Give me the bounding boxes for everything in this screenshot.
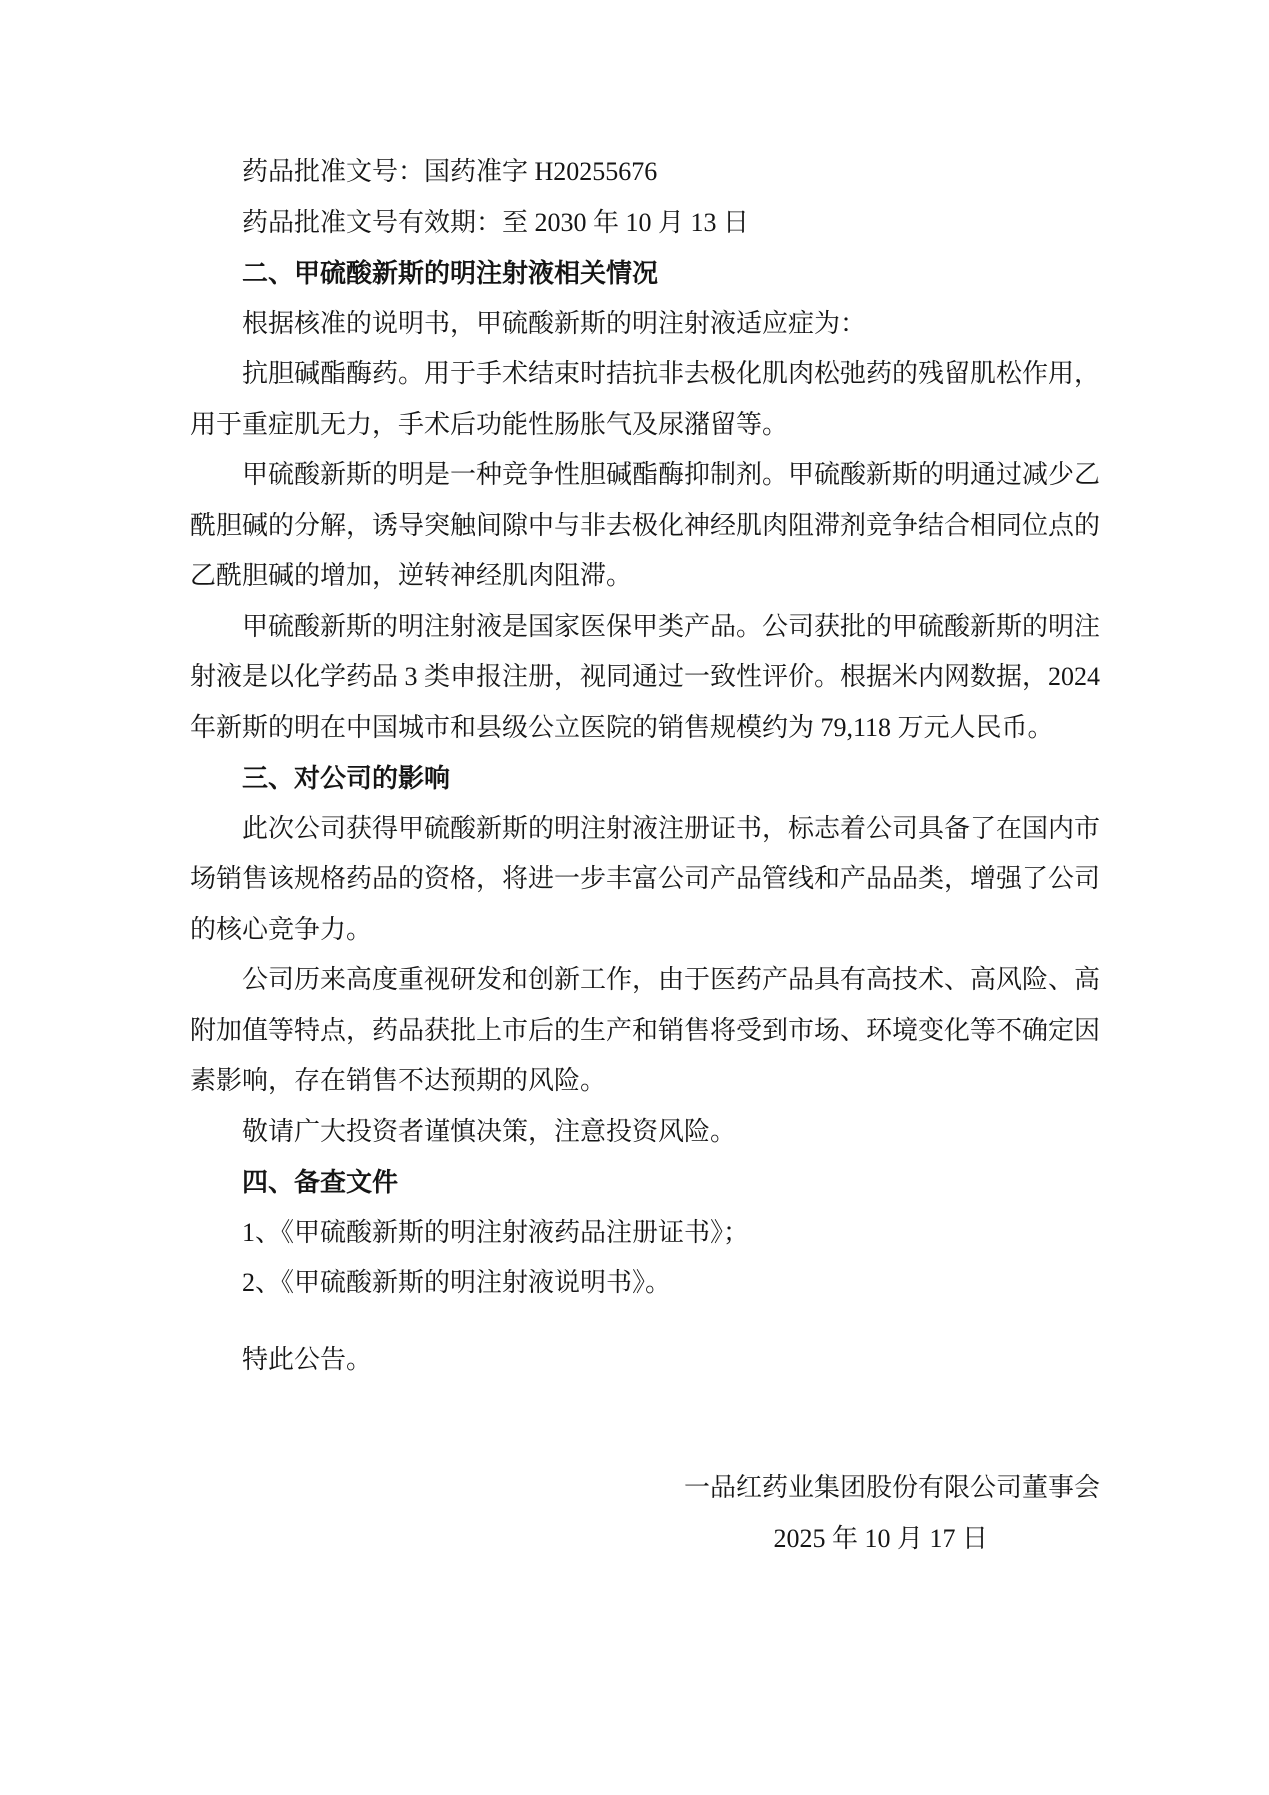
text-line: 2、《甲硫酸新斯的明注射液说明书》。 xyxy=(242,1268,672,1297)
text-line: 附加值等特点，药品获批上市后的生产和销售将受到市场、环境变化等不确定因 xyxy=(190,1015,1101,1045)
signature-date: 2025 年 10 月 17 日 xyxy=(773,1523,988,1553)
section-heading: 四、备查文件 xyxy=(242,1167,399,1197)
section-heading: 三、对公司的影响 xyxy=(242,763,451,793)
text-line: 用于重症肌无力，手术后功能性肠胀气及尿潴留等。 xyxy=(190,409,789,439)
text-line: 敬请广大投资者谨慎决策，注意投资风险。 xyxy=(242,1116,737,1146)
text-line: 的核心竞争力。 xyxy=(190,914,373,944)
text-line: 场销售该规格药品的资格，将进一步丰富公司产品管线和产品品类，增强了公司 xyxy=(190,864,1101,893)
text-line: 根据核准的说明书，甲硫酸新斯的明注射液适应症为： xyxy=(242,308,867,338)
text-line: 酰胆碱的分解，诱导突触间隙中与非去极化神经肌肉阻滞剂竞争结合相同位点的 xyxy=(190,510,1101,540)
text-line: 药品批准文号有效期：至 2030 年 10 月 13 日 xyxy=(242,207,750,237)
text-line: 特此公告。 xyxy=(242,1344,373,1374)
spacer xyxy=(190,1385,1100,1463)
text-line: 公司历来高度重视研发和创新工作，由于医药产品具有高技术、高风险、高 xyxy=(242,965,1101,994)
text-line: 1、《甲硫酸新斯的明注射液药品注册证书》； xyxy=(242,1217,750,1247)
section-heading: 二、甲硫酸新斯的明注射液相关情况 xyxy=(242,258,659,288)
text-line: 甲硫酸新斯的明是一种竞争性胆碱酯酶抑制剂。甲硫酸新斯的明通过减少乙 xyxy=(242,460,1101,489)
text-line: 年新斯的明在中国城市和县级公立医院的销售规模约为 79,118 万元人民币。 xyxy=(190,712,1054,742)
document-lines xyxy=(190,147,1100,1463)
document-body xyxy=(190,147,1100,1564)
text-line: 射液是以化学药品 3 类申报注册，视同通过一致性评价。根据米内网数据，2024 xyxy=(190,662,1101,691)
spacer xyxy=(190,1309,1100,1335)
signature-company: 一品红药业集团股份有限公司董事会 xyxy=(683,1473,1100,1502)
text-line: 乙酰胆碱的增加，逆转神经肌肉阻滞。 xyxy=(190,561,633,590)
text-line: 此次公司获得甲硫酸新斯的明注射液注册证书，标志着公司具备了在国内市 xyxy=(242,813,1101,843)
text-line: 药品批准文号：国药准字 H20255676 xyxy=(242,157,658,186)
text-line: 抗胆碱酯酶药。用于手术结束时拮抗非去极化肌肉松弛药的残留肌松作用， xyxy=(242,359,1101,388)
text-line: 甲硫酸新斯的明注射液是国家医保甲类产品。公司获批的甲硫酸新斯的明注 xyxy=(242,611,1101,641)
text-line: 素影响，存在销售不达预期的风险。 xyxy=(190,1066,607,1095)
